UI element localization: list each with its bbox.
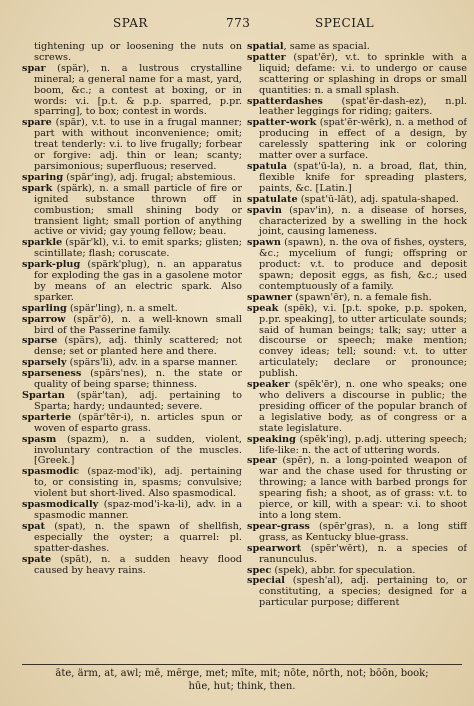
headword: sparse bbox=[22, 335, 58, 347]
headword: spatter-work bbox=[247, 117, 317, 129]
headword: spate bbox=[22, 553, 52, 565]
definition-text: (spär'kl), v.i. to emit sparks; glisten; scintillate; flash; coruscate. bbox=[34, 237, 242, 260]
headword: sparkle bbox=[22, 237, 63, 249]
right-column bbox=[247, 42, 467, 662]
definition-text: , same as spacial. bbox=[283, 42, 370, 52]
definition-text: (spat'ū-lāt), adj. spatula-shaped. bbox=[297, 193, 459, 205]
definition-text: (spēk), v.i. [p.t. spoke, p.p. spoken, p.pr. speaking], to utter articulate sounds; said of human beings; talk; say; utter a discourse or speech; make mention; convey ideas; tell; sound: v.t. to utter articulately; declare or pronounce; publish. bbox=[259, 302, 467, 380]
definition-text: (spēr'wērt), n. a species of ranunculus. bbox=[259, 542, 467, 565]
headword: spatial bbox=[247, 42, 284, 52]
left-column bbox=[22, 42, 242, 662]
dictionary-entry bbox=[247, 435, 467, 457]
dictionary-entry bbox=[22, 467, 242, 500]
dictionary-entry bbox=[22, 260, 242, 304]
dictionary-entry bbox=[22, 413, 242, 435]
definition-text: (spawn'ēr), n. a female fish. bbox=[292, 291, 432, 303]
dictionary-entry bbox=[247, 118, 467, 162]
definition-text: (spek), abbr. for speculation. bbox=[271, 564, 416, 576]
headword: spare bbox=[22, 117, 52, 129]
dictionary-entry bbox=[22, 118, 242, 173]
headword: Spartan bbox=[22, 390, 65, 401]
headword: spasm bbox=[22, 433, 57, 445]
footer-divider bbox=[22, 664, 462, 665]
definition-text: (spār'ing), adj. frugal; abstemious. bbox=[63, 171, 236, 183]
dictionary-entry bbox=[22, 391, 242, 413]
dictionary-entry bbox=[22, 555, 242, 577]
dictionary-entry bbox=[247, 544, 467, 566]
headword: sparing bbox=[22, 171, 64, 183]
dictionary-entry bbox=[247, 522, 467, 544]
dictionary-entry bbox=[247, 97, 467, 119]
dictionary-entry bbox=[247, 238, 467, 293]
headword: spark bbox=[22, 182, 53, 194]
definition-text: (spat), n. the spawn of shellfish, especially the oyster; a quarrel: pl. spatter-dashes. bbox=[34, 520, 242, 554]
dictionary-entry bbox=[247, 304, 467, 380]
headword: spawn bbox=[247, 237, 281, 249]
pronunciation-key-line-1: āte, ärm, at, awl; mē, mērge, met; mīte, mit; nōte, nōrth, not; bōōn, book; bbox=[55, 668, 429, 679]
page-header bbox=[0, 16, 474, 38]
definition-text: (spesh'al), adj. pertaining to, or constituting, a species; designed for a particular purpose; different bbox=[259, 575, 467, 609]
definition-text: (spār), v.t. to use in a frugal manner; part with without inconvenience; omit; treat tenderly: v.i. to live frugally; forbear or forgive: adj. thin or lean; scanty; parsimonious; superfluous; reserved. bbox=[34, 117, 242, 172]
dictionary-entry bbox=[22, 522, 242, 555]
dictionary-entry bbox=[247, 576, 467, 609]
definition-text: (spat'ū-la), n. a broad, flat, thin, flexible knife for spreading plasters, paints, &c. [Latin.] bbox=[259, 160, 467, 194]
definition-text: (spav'in), n. a disease of horses, characterized by a swelling in the hock joint, causing lameness. bbox=[259, 204, 467, 238]
dictionary-entry bbox=[22, 184, 242, 239]
headword: spec bbox=[247, 564, 272, 576]
definition-text: (spawn), n. the ova of fishes, oysters, &c.; mycelium of fungi; offspring or product: v.t. to produce and deposit spawn; deposit eggs, as fish, &c.; used contemptuously of a family. bbox=[259, 237, 467, 292]
definition-text: (spärs'li), adv. in a sparse manner. bbox=[66, 357, 238, 369]
dictionary-entry bbox=[247, 206, 467, 239]
definition-text: (spärk'plug), n. an apparatus for exploding the gas in a gasolene motor by means of an electric spark. Also sparker. bbox=[34, 259, 242, 303]
headword: spavin bbox=[247, 204, 282, 216]
definition-text: (spär), n. a lustrous crystalline mineral; a general name for a mast, yard, boom, &c.; a contest at boxing, or in words: v.i. [p.t. & p.p. sparred, p.pr. sparring], to box; contest in words. bbox=[34, 62, 242, 118]
dictionary-entry bbox=[22, 435, 242, 468]
definition-text: (spāt), n. a sudden heavy flood caused by heavy rains. bbox=[34, 553, 242, 576]
definition-text: (spēk'ēr), n. one who speaks; one who delivers a discourse in public; the presiding officer of the popular branch of a legislative body, as of congress or a state legislature. bbox=[259, 379, 467, 434]
headword: spar bbox=[22, 62, 46, 74]
dictionary-entry bbox=[247, 456, 467, 521]
dictionary-entry bbox=[22, 369, 242, 391]
headword: speaker bbox=[247, 379, 290, 391]
dictionary-entry bbox=[22, 336, 242, 358]
definition-text: (spēr'gras), n. a long stiff grass, as Kentucky blue-grass. bbox=[259, 520, 467, 543]
dictionary-entry bbox=[247, 53, 467, 97]
pronunciation-key-line-2: hūe, hut; think, then. bbox=[188, 681, 296, 692]
headword: spatter bbox=[247, 51, 286, 63]
right-guide-word: SPECIAL bbox=[315, 16, 375, 30]
definition-text: (spazm), n. a sudden, violent, involuntary contraction of the muscles. [Greek.] bbox=[34, 433, 242, 467]
definition-text: (spēk'ing), p.adj. uttering speech; life-like: n. the act of uttering words. bbox=[259, 433, 467, 456]
definition-text: tightening up or loosening the nuts on screws. bbox=[34, 42, 242, 63]
definition-text: (spaz-mod'i-ka-li), adv. in a spasmodic manner. bbox=[34, 499, 242, 521]
headword: spawner bbox=[247, 291, 293, 303]
pronunciation-key bbox=[22, 667, 462, 693]
headword: spasmodically bbox=[22, 499, 99, 511]
headword: speak bbox=[247, 302, 279, 314]
headword: sparsely bbox=[22, 357, 67, 369]
headword: spat bbox=[22, 520, 45, 532]
definition-text: (spärk), n. a small particle of fire or ignited substance thrown off in combustion; small shining body or transient light; small portion of anything active or vivid; gay young fellow; beau. bbox=[34, 182, 242, 238]
definition-text: (spat'ēr-wērk), n. a method of producing in effect of a design, by carelessly spattering ink or coloring matter over a surface. bbox=[259, 117, 467, 162]
dictionary-entry bbox=[22, 64, 242, 119]
headword: spark-plug bbox=[22, 259, 81, 271]
headword: special bbox=[247, 575, 285, 587]
dictionary-entry bbox=[247, 162, 467, 195]
dictionary-entry bbox=[22, 500, 242, 522]
definition-text: (spăr'ō), n. a well-known small bird of the Passerine family. bbox=[34, 313, 242, 336]
definition-text: (spat'ēr-dash-ez), n.pl. leather leggings for riding; gaiters. bbox=[259, 95, 467, 118]
dictionary-entry bbox=[22, 315, 242, 337]
definition-text: (spēr), n. a long-pointed weapon of war and the chase used for thrusting or throwing; a lance with barbed prongs for spearing fish; a shoot, as of grass: v.t. to pierce, or kill, with a spear: v.i. to shoot into a long stem. bbox=[259, 455, 467, 521]
left-guide-word: SPAR bbox=[113, 16, 148, 30]
page-number: 773 bbox=[226, 16, 251, 30]
definition-text: (spat'ēr), v.t. to sprinkle with a liquid; defame: v.i. to undergo or cause scattering or splashing in drops or small quantities: n. a small splash. bbox=[259, 51, 467, 96]
headword: spear bbox=[247, 455, 277, 467]
definition-text: (spärs), adj. thinly scattered; not dense; set or planted here and there. bbox=[34, 335, 242, 358]
headword: spatulate bbox=[247, 193, 298, 205]
definition-text: (spär'ling), n. a smelt. bbox=[66, 302, 178, 314]
headword: spatula bbox=[247, 160, 287, 172]
dictionary-entry bbox=[22, 238, 242, 260]
dictionary-entry bbox=[22, 42, 242, 64]
headword: sparterie bbox=[22, 411, 72, 423]
definition-text: (spär'tēr-i), n. articles spun or woven of esparto grass. bbox=[34, 411, 242, 434]
headword: spatterdashes bbox=[247, 95, 323, 107]
headword: spear-grass bbox=[247, 520, 310, 532]
dictionary-entry bbox=[247, 380, 467, 435]
headword: sparseness bbox=[22, 368, 82, 380]
definition-text: (spär'tan), adj. pertaining to Sparta; hardy; undaunted; severe. bbox=[34, 390, 242, 412]
headword: sparrow bbox=[22, 313, 66, 325]
definition-text: (spaz-mod'ik), adj. pertaining to, or consisting in, spasms; convulsive; violent but short-lived. Also spasmodical. bbox=[34, 466, 242, 500]
headword: speaking bbox=[247, 433, 296, 445]
headword: spasmodic bbox=[22, 466, 80, 478]
definition-text: (spärs'nes), n. the state or quality of being sparse; thinness. bbox=[34, 368, 242, 391]
headword: spearwort bbox=[247, 542, 302, 554]
headword: sparling bbox=[22, 302, 67, 314]
